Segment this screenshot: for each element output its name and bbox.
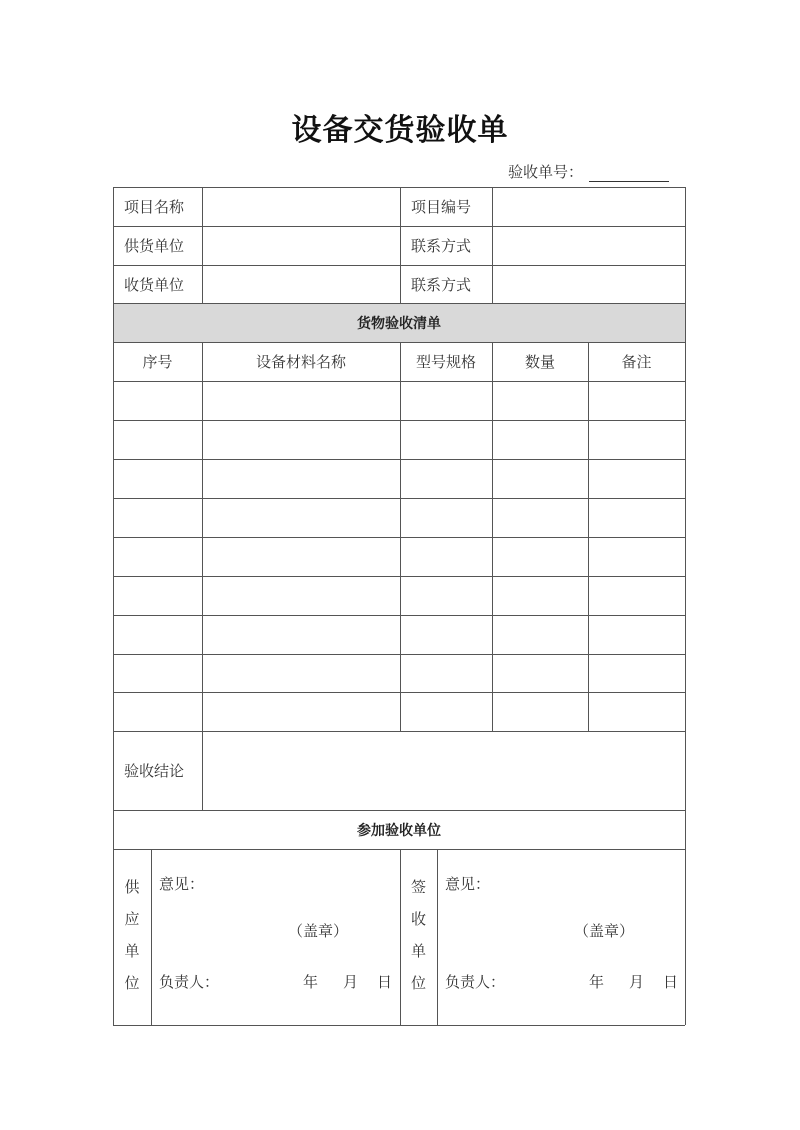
goods-column-header: 设备材料名称 <box>255 353 346 371</box>
table-border <box>492 187 493 303</box>
goods-table-cell[interactable] <box>400 381 492 420</box>
conclusion-field[interactable] <box>202 731 685 810</box>
goods-table-cell[interactable] <box>202 459 400 498</box>
goods-table-cell[interactable] <box>202 615 400 654</box>
table-border <box>113 615 685 616</box>
info-label: 联系方式 <box>411 275 472 294</box>
goods-table-cell[interactable] <box>400 537 492 576</box>
table-border <box>437 849 438 1025</box>
table-border <box>113 187 685 188</box>
goods-table-cell[interactable] <box>400 459 492 498</box>
goods-table-cell[interactable] <box>492 692 588 731</box>
info-label: 联系方式 <box>411 237 472 255</box>
goods-table-cell[interactable] <box>492 381 588 420</box>
receiver-seal-label: （盖章） <box>574 922 635 940</box>
goods-table-cell[interactable] <box>113 692 202 731</box>
info-label: 项目编号 <box>411 198 472 216</box>
goods-column-header: 数量 <box>524 353 555 371</box>
goods-column-header: 型号规格 <box>415 353 476 371</box>
supplier-person-label: 负责人： <box>159 973 220 991</box>
goods-column-header: 备注 <box>621 353 652 371</box>
supplier-day: 日 <box>377 973 393 991</box>
goods-table-cell[interactable] <box>202 420 400 459</box>
goods-table-cell[interactable] <box>588 381 685 420</box>
supplier-unit-label-char: 位 <box>124 974 140 992</box>
supplier-unit-label-char: 应 <box>124 910 140 928</box>
receiver-unit-label-char: 位 <box>410 974 426 992</box>
table-border <box>151 849 152 1025</box>
receiver-unit-label-char: 单 <box>410 942 426 960</box>
receiver-unit-label <box>400 871 437 999</box>
form-number-field[interactable] <box>589 165 669 182</box>
info-input[interactable] <box>492 226 685 265</box>
table-border <box>202 342 203 810</box>
goods-table-cell[interactable] <box>588 459 685 498</box>
goods-table-cell[interactable] <box>492 537 588 576</box>
receiver-opinion-label: 意见： <box>445 875 491 893</box>
supplier-unit-label-char: 供 <box>124 878 140 896</box>
goods-section-title: 货物验收清单 <box>357 315 441 332</box>
goods-table-cell[interactable] <box>202 576 400 615</box>
goods-table-cell[interactable] <box>113 381 202 420</box>
goods-table-cell[interactable] <box>492 615 588 654</box>
goods-table-cell[interactable] <box>400 654 492 692</box>
info-input[interactable] <box>492 265 685 303</box>
table-border <box>113 303 685 304</box>
info-input[interactable] <box>202 226 400 265</box>
goods-table-cell[interactable] <box>113 615 202 654</box>
goods-table-cell[interactable] <box>400 420 492 459</box>
supplier-year: 年 <box>303 973 319 991</box>
table-border <box>113 654 685 655</box>
receiver-day: 日 <box>663 973 679 991</box>
goods-table-cell[interactable] <box>588 654 685 692</box>
receiver-month: 月 <box>629 973 645 991</box>
info-label: 收货单位 <box>124 275 185 294</box>
table-border <box>202 187 203 303</box>
goods-table-cell[interactable] <box>202 692 400 731</box>
goods-table-cell[interactable] <box>400 692 492 731</box>
goods-table-cell[interactable] <box>113 420 202 459</box>
conclusion-label: 验收结论 <box>124 762 185 780</box>
page-title: 设备交货验收单 <box>291 113 509 148</box>
table-border <box>113 537 685 538</box>
receiver-year: 年 <box>589 973 605 991</box>
info-label: 项目名称 <box>124 198 185 216</box>
info-input[interactable] <box>202 187 400 226</box>
goods-table-cell[interactable] <box>400 615 492 654</box>
goods-table-cell[interactable] <box>588 692 685 731</box>
goods-table-cell[interactable] <box>588 576 685 615</box>
table-border <box>588 342 589 731</box>
supplier-unit-label <box>113 871 151 999</box>
goods-table-cell[interactable] <box>113 576 202 615</box>
supplier-opinion-label: 意见： <box>159 875 205 893</box>
goods-table-cell[interactable] <box>492 576 588 615</box>
goods-column-header: 序号 <box>142 353 173 371</box>
goods-table-cell[interactable] <box>202 537 400 576</box>
form-number-label: 验收单号： <box>508 163 584 181</box>
table-border <box>113 849 685 850</box>
table-border <box>400 342 401 731</box>
units-section-title: 参加验收单位 <box>357 822 441 839</box>
supplier-seal-label: （盖章） <box>288 922 349 940</box>
table-border <box>113 226 685 227</box>
table-border <box>492 342 493 731</box>
receiver-unit-label-char: 签 <box>410 878 426 896</box>
goods-table-cell[interactable] <box>492 654 588 692</box>
supplier-month: 月 <box>343 973 359 991</box>
info-label: 供货单位 <box>124 237 185 255</box>
table-border <box>113 265 685 266</box>
table-border <box>113 420 685 421</box>
receiver-person-label: 负责人： <box>445 973 506 991</box>
table-border <box>113 731 685 732</box>
info-input[interactable] <box>492 187 685 226</box>
goods-table-cell[interactable] <box>492 459 588 498</box>
table-border <box>113 576 685 577</box>
table-border <box>113 187 114 1025</box>
table-border <box>113 692 685 693</box>
goods-table-cell[interactable] <box>588 615 685 654</box>
table-border <box>113 459 685 460</box>
goods-table-cell[interactable] <box>113 459 202 498</box>
goods-table-cell[interactable] <box>202 381 400 420</box>
goods-table-cell[interactable] <box>492 420 588 459</box>
info-input[interactable] <box>202 265 400 303</box>
goods-table-cell[interactable] <box>113 654 202 692</box>
goods-table-cell[interactable] <box>113 537 202 576</box>
goods-table-cell[interactable] <box>588 420 685 459</box>
form-number <box>508 161 669 182</box>
goods-table-cell[interactable] <box>588 537 685 576</box>
table-border <box>113 381 685 382</box>
receiver-unit-label-char: 收 <box>410 910 426 928</box>
table-border <box>400 849 401 1025</box>
goods-table-cell[interactable] <box>588 498 685 537</box>
table-border <box>400 187 401 303</box>
goods-table-cell[interactable] <box>202 498 400 537</box>
supplier-unit-label-char: 单 <box>124 942 140 960</box>
goods-table-cell[interactable] <box>400 498 492 537</box>
table-border <box>685 187 686 1025</box>
goods-table-cell[interactable] <box>202 654 400 692</box>
goods-table-cell[interactable] <box>492 498 588 537</box>
goods-table-cell[interactable] <box>113 498 202 537</box>
table-border <box>113 810 685 811</box>
table-border <box>113 342 685 343</box>
table-border <box>113 498 685 499</box>
goods-table-cell[interactable] <box>400 576 492 615</box>
table-border <box>113 1025 685 1026</box>
